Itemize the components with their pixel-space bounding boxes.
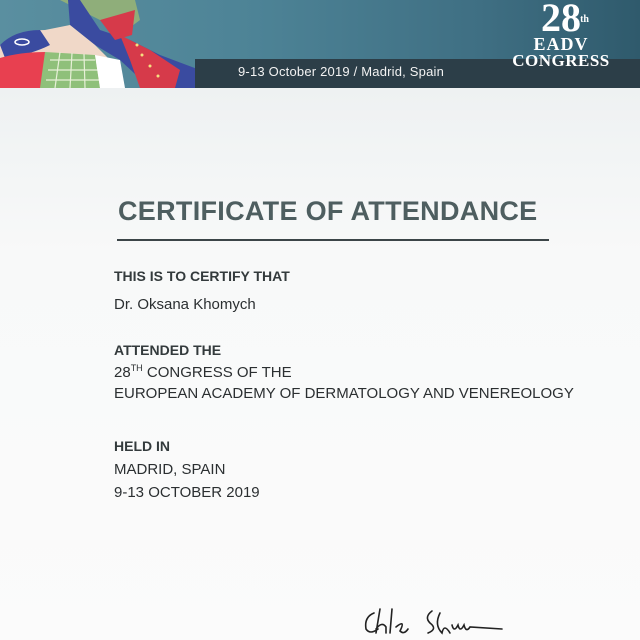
congress-line-2: EUROPEAN ACADEMY OF DERMATOLOGY AND VENEREOLOGY xyxy=(114,385,574,402)
title-underline xyxy=(117,239,549,241)
event-dates: 9-13 OCTOBER 2019 xyxy=(114,484,260,501)
certify-label: THIS IS TO CERTIFY THAT xyxy=(114,268,290,284)
header-banner xyxy=(0,0,640,88)
held-in-label: HELD IN xyxy=(114,438,170,454)
logo-number: 28 th xyxy=(541,0,589,40)
body-paint-artwork-image xyxy=(0,0,210,88)
banner-date-location: 9-13 October 2019 / Madrid, Spain xyxy=(238,64,445,79)
congress-line-1: 28TH CONGRESS OF THE xyxy=(114,363,292,381)
logo-eadv: EADV xyxy=(533,34,589,54)
signature xyxy=(362,603,512,637)
location: MADRID, SPAIN xyxy=(114,461,226,478)
logo-congress: CONGRESS xyxy=(512,51,610,70)
attended-label: ATTENDED THE xyxy=(114,342,222,358)
eadv-congress-logo xyxy=(506,0,616,70)
certificate-title: CERTIFICATE OF ATTENDANCE xyxy=(118,196,538,226)
certificate-paper xyxy=(0,88,640,640)
recipient-name: Dr. Oksana Khomych xyxy=(114,296,256,313)
